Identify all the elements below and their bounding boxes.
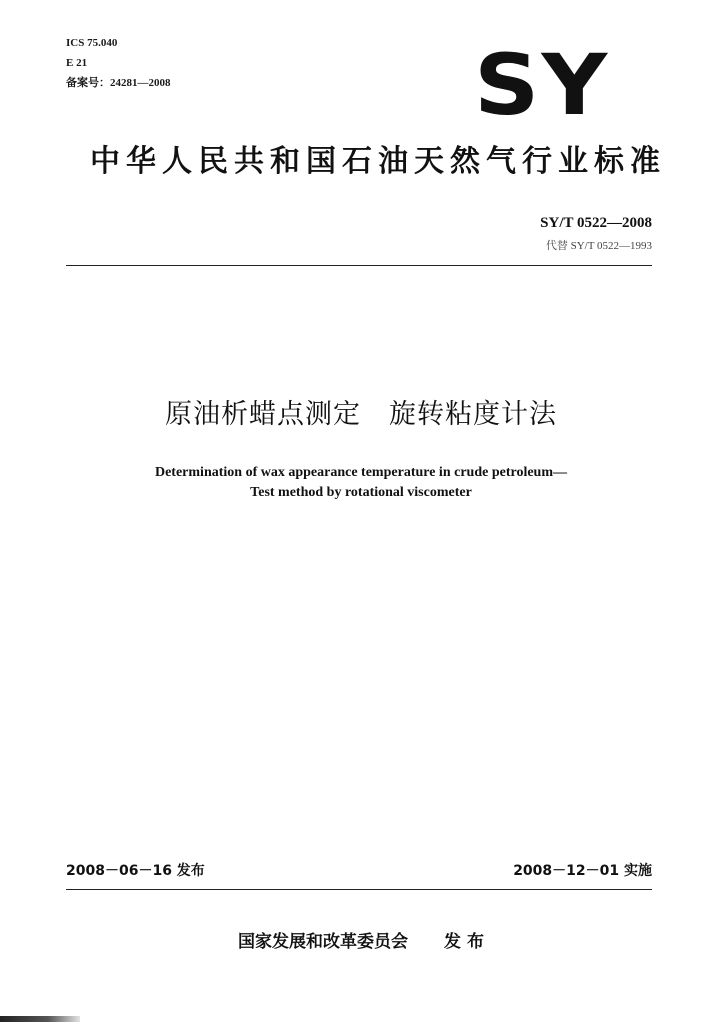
implementation-date: 2008－12－01 实施 bbox=[513, 863, 652, 879]
filing-number: 备案号：24281—2008 bbox=[66, 77, 171, 89]
english-title-line-2: Test method by rotational viscometer bbox=[250, 485, 472, 500]
replaces-standard: 代替 SY/T 0522—1993 bbox=[545, 240, 652, 252]
english-title-line-1: Determination of wax appearance temperature in crude petroleum— bbox=[154, 465, 567, 480]
publisher-line bbox=[0, 930, 722, 954]
category-code: E 21 bbox=[66, 57, 88, 69]
chinese-title: 原油析蜡点测定 旋转粘度计法 bbox=[165, 399, 557, 430]
top-divider bbox=[66, 265, 652, 266]
bottom-divider bbox=[66, 889, 652, 890]
sy-logo: SY bbox=[474, 36, 610, 134]
publisher-action: 发 布 bbox=[444, 932, 484, 952]
document-metadata bbox=[66, 33, 171, 93]
issue-date: 2008－06－16 发布 bbox=[66, 863, 205, 879]
ics-code: ICS 75.040 bbox=[66, 37, 118, 49]
scan-artifact bbox=[0, 1016, 80, 1022]
organization-title: 中华人民共和国石油天然气行业标准 bbox=[90, 144, 666, 179]
english-title bbox=[0, 463, 722, 503]
publisher-name: 国家发展和改革委员会 bbox=[238, 932, 409, 952]
standard-number: SY/T 0522—2008 bbox=[540, 215, 652, 231]
